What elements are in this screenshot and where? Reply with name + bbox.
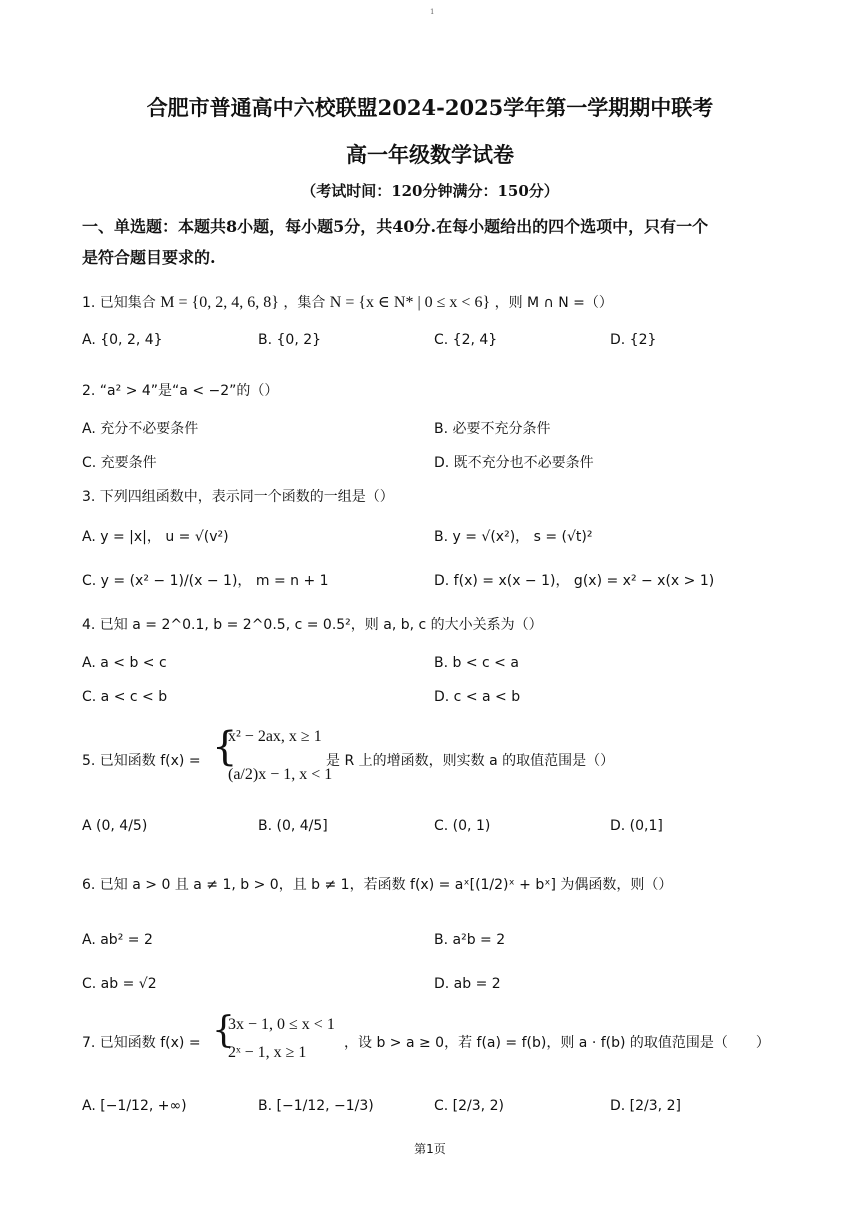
section-heading-line1: 一、单选题：本题共8小题，每小题5分，共40分.在每小题给出的四个选项中，只有一个 — [82, 217, 709, 236]
q2-option-c: C. 充要条件 — [82, 455, 157, 471]
q3-option-b: B. y = √(x²)， s = (√t)² — [434, 529, 593, 545]
q1-option-b: B. {0, 2} — [258, 332, 322, 348]
q7-option-b: B. [−1/12, −1/3) — [258, 1098, 374, 1114]
question-5-pre: 5. 已知函数 f(x) = — [82, 753, 201, 769]
q3-option-c: C. y = (x² − 1)/(x − 1)， m = n + 1 — [82, 573, 329, 589]
page-mark: 1 — [430, 8, 435, 16]
q6-option-d: D. ab = 2 — [434, 976, 501, 992]
q1-end: ，则 M ∩ N =（） — [494, 295, 613, 311]
q1-pre: 1. 已知集合 — [82, 295, 156, 311]
q1-set-m: M = {0, 2, 4, 6, 8} — [160, 294, 279, 311]
q4-option-b: B. b < c < a — [434, 655, 519, 671]
question-5-post: 是 R 上的增函数，则实数 a 的取值范围是（） — [326, 753, 615, 769]
q1-set-n: N = {x ∈ N* | 0 ≤ x < 6} — [329, 294, 491, 311]
q7-case-1: 3x − 1, 0 ≤ x < 1 — [228, 1016, 335, 1033]
q1-mid: ，集合 — [283, 295, 326, 311]
q5-case-2: (a/2)x − 1, x < 1 — [228, 766, 333, 783]
q3-option-d: D. f(x) = x(x − 1)， g(x) = x² − x(x > 1) — [434, 573, 715, 589]
q7-case-2: 2ˣ − 1, x ≥ 1 — [228, 1044, 307, 1061]
question-4: 4. 已知 a = 2^0.1, b = 2^0.5, c = 0.5²，则 a, b, c 的大小关系为（） — [82, 617, 543, 633]
q6-option-b: B. a²b = 2 — [434, 932, 506, 948]
question-2: 2. “a² > 4”是“a < −2”的（） — [82, 383, 279, 399]
question-3: 3. 下列四组函数中，表示同一个函数的一组是（） — [82, 489, 394, 505]
q4-option-a: A. a < b < c — [82, 655, 167, 671]
question-7-pre: 7. 已知函数 f(x) = — [82, 1035, 201, 1051]
q2-option-b: B. 必要不充分条件 — [434, 421, 551, 437]
page-number: 第1页 — [414, 1142, 446, 1156]
q7-option-c: C. [2/3, 2) — [434, 1098, 504, 1114]
q4-option-d: D. c < a < b — [434, 689, 521, 705]
q5-option-d: D. (0,1] — [610, 818, 663, 834]
q7-option-d: D. [2/3, 2] — [610, 1098, 681, 1114]
q2-option-d: D. 既不充分也不必要条件 — [434, 455, 594, 471]
q2-option-a: A. 充分不必要条件 — [82, 421, 199, 437]
question-7-post: ，设 b > a ≥ 0，若 f(a) = f(b)，则 a · f(b) 的取值范围是（ ） — [344, 1035, 770, 1051]
q5-option-a: A (0, 4/5) — [82, 818, 148, 834]
q7-option-a: A. [−1/12, +∞) — [82, 1098, 187, 1114]
q5-brace: { — [212, 724, 238, 770]
q3-option-a: A. y = |x|， u = √(v²) — [82, 529, 229, 545]
q7-brace: { — [212, 1010, 235, 1051]
q1-option-a: A. {0, 2, 4} — [82, 332, 163, 348]
q6-option-a: A. ab² = 2 — [82, 932, 153, 948]
q1-option-c: C. {2, 4} — [434, 332, 498, 348]
question-1 — [82, 292, 613, 312]
q5-option-b: B. (0, 4/5] — [258, 818, 328, 834]
section-heading-line2: 是符合题目要求的. — [82, 248, 216, 267]
exam-info: （考试时间：120分钟满分：150分） — [301, 182, 559, 200]
exam-subtitle: 高一年级数学试卷 — [346, 142, 514, 167]
q4-option-c: C. a < c < b — [82, 689, 168, 705]
question-6: 6. 已知 a > 0 且 a ≠ 1, b > 0，且 b ≠ 1，若函数 f(x) = aˣ[(1/2)ˣ + bˣ] 为偶函数，则（） — [82, 877, 673, 893]
q5-case-1: x² − 2ax, x ≥ 1 — [228, 728, 322, 745]
q5-option-c: C. (0, 1) — [434, 818, 491, 834]
q1-option-d: D. {2} — [610, 332, 657, 348]
exam-title: 合肥市普通高中六校联盟2024-2025学年第一学期期中联考 — [146, 95, 714, 120]
q6-option-c: C. ab = √2 — [82, 976, 157, 992]
